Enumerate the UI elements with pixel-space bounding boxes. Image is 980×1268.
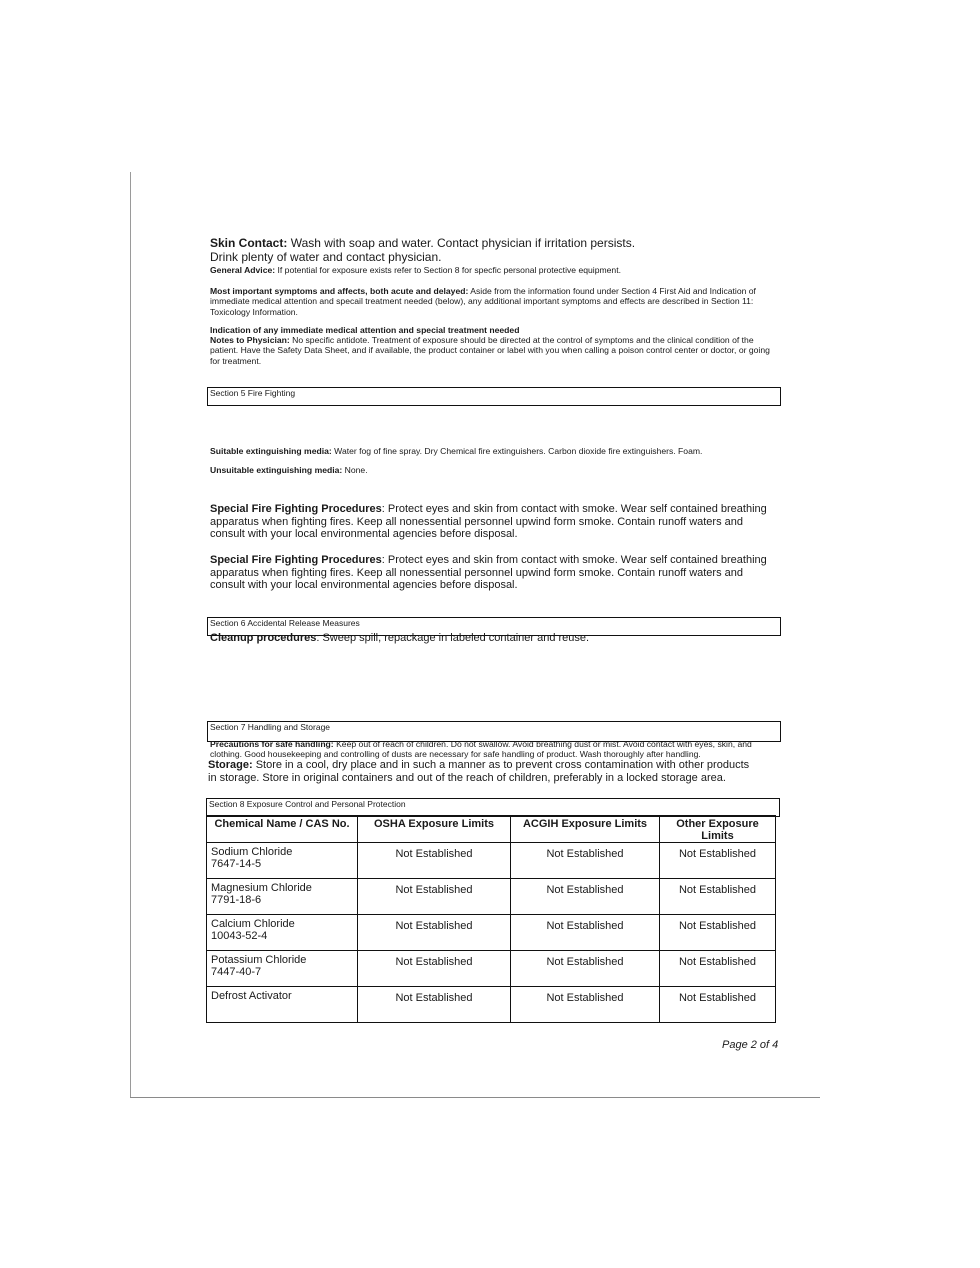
other-cell: Not Established — [660, 987, 776, 1023]
chemical-cell: Defrost Activator — [207, 987, 358, 1023]
section8-header: Section 8 Exposure Control and Personal Protection — [206, 798, 780, 817]
skin-contact-label: Skin Contact: — [210, 236, 288, 250]
table-row — [207, 987, 776, 1023]
unsuitable-media-paragraph — [210, 465, 780, 475]
section6-header: Section 6 Accidental Release Measures — [207, 617, 781, 636]
general-advice-paragraph — [210, 265, 780, 275]
table-row — [207, 951, 776, 987]
chemical-cell: Magnesium Chloride 7791-18-6 — [207, 879, 358, 915]
indication-heading: Indication of any immediate medical attention and special treatment needed — [210, 325, 520, 335]
cleanup-label: Cleanup procedures — [210, 632, 317, 644]
precautions-label: Precautions for safe handling: — [210, 739, 334, 749]
column-header-chemical: Chemical Name / CAS No. — [207, 816, 358, 843]
table-row — [207, 879, 776, 915]
other-cell: Not Established — [660, 951, 776, 987]
symptoms-label: Most important symptoms and affects, both acute and delayed: — [210, 286, 469, 296]
exposure-limits-table — [206, 815, 776, 1023]
table-row — [207, 843, 776, 879]
precautions-paragraph — [210, 739, 770, 760]
section7-header: Section 7 Handling and Storage — [207, 721, 781, 742]
chemical-cell: Calcium Chloride 10043-52-4 — [207, 915, 358, 951]
fire-procedures-label-1: Special Fire Fighting Procedures — [210, 503, 382, 515]
general-advice-text: If potential for exposure exists refer to Section 8 for specfic personal protective equipment. — [277, 265, 621, 275]
osha-cell: Not Established — [358, 987, 511, 1023]
fire-procedures-text-1: : Protect eyes and skin from contact with smoke. Wear self contained breathing apparatus when fighting fires. Keep all nonessential personnel upwind form smoke. Contain runoff waters and consult with your local environmental agencies before disposal. — [210, 503, 767, 541]
acgih-cell: Not Established — [511, 915, 660, 951]
fire-procedures-text-2: : Protect eyes and skin from contact with smoke. Wear self contained breathing apparatus when fighting fires. Keep all nonessential personnel upwind form smoke. Contain runoff waters and consult with your local environmental agencies before disposal. — [210, 554, 767, 592]
ingestion-text: Drink plenty of water and contact physician. — [210, 250, 442, 264]
other-cell: Not Established — [660, 879, 776, 915]
suitable-media-text: Water fog of fine spray. Dry Chemical fire extinguishers. Carbon dioxide fire extinguishers. Foam. — [334, 446, 703, 456]
symptoms-text: Aside from the information found under Section 4 First Aid and Indication of immediate medical attention and specail treatment needed (below), any additional important symptoms and effects are described in Section 11: Toxicology Information. — [210, 286, 756, 317]
suitable-media-label: Suitable extinguishing media: — [210, 446, 332, 456]
osha-cell: Not Established — [358, 879, 511, 915]
acgih-cell: Not Established — [511, 951, 660, 987]
chemical-cell: Potassium Chloride 7447-40-7 — [207, 951, 358, 987]
osha-cell: Not Established — [358, 951, 511, 987]
page-number: Page 2 of 4 — [722, 1039, 779, 1051]
precautions-text: Keep out of reach of children. Do not swallow. Avoid breathing dust or mist. Avoid contact with eyes, skin, and clothing. Good housekeeping and controlling of dusts are necessary for safe handling of product. Wash thoroughly after handling. — [210, 739, 752, 760]
section5-header: Section 5 Fire Fighting — [207, 387, 781, 406]
unsuitable-media-text: None. — [344, 465, 368, 475]
column-header-other: Other Exposure Limits — [660, 816, 776, 843]
page-edge-left — [130, 172, 131, 1098]
unsuitable-media-label: Unsuitable extinguishing media: — [210, 465, 343, 475]
acgih-cell: Not Established — [511, 879, 660, 915]
page-edge-bottom — [130, 1097, 820, 1098]
fire-procedures-paragraph-1 — [210, 503, 775, 541]
notes-to-physician-text: No specific antidote. Treatment of exposure should be directed at the control of symptoms and the clinical condition of the patient. Have the Safety Data Sheet, and if available, the product container or label with you when calling a poison control center or doctor, or going for treatment. — [210, 335, 770, 366]
column-header-osha: OSHA Exposure Limits — [358, 816, 511, 843]
table-header-row — [207, 816, 776, 843]
symptoms-paragraph — [210, 286, 780, 317]
skin-contact-text: Wash with soap and water. Contact physician if irritation persists. — [290, 236, 636, 250]
acgih-cell: Not Established — [511, 843, 660, 879]
column-header-acgih: ACGIH Exposure Limits — [511, 816, 660, 843]
suitable-media-paragraph — [210, 446, 780, 456]
storage-text: Store in a cool, dry place and in such a manner as to prevent cross contamination with other products in storage. Store in original containers and out of the reach of children, preferably in a locked storage area. — [208, 759, 750, 784]
table-row — [207, 915, 776, 951]
general-advice-label: General Advice: — [210, 265, 276, 275]
chemical-cell: Sodium Chloride 7647-14-5 — [207, 843, 358, 879]
notes-to-physician-label: Notes to Physician: — [210, 335, 290, 345]
other-cell: Not Established — [660, 915, 776, 951]
storage-label: Storage: — [208, 759, 253, 771]
storage-paragraph — [208, 759, 753, 784]
skin-contact-paragraph — [210, 237, 780, 251]
other-cell: Not Established — [660, 843, 776, 879]
osha-cell: Not Established — [358, 915, 511, 951]
cleanup-text: : Sweep spill, repackage in labeled container and reuse. — [316, 632, 590, 644]
ingestion-paragraph — [210, 251, 780, 265]
cleanup-paragraph — [210, 632, 780, 645]
fire-procedures-label-2: Special Fire Fighting Procedures — [210, 554, 382, 566]
notes-to-physician-paragraph — [210, 335, 780, 366]
acgih-cell: Not Established — [511, 987, 660, 1023]
osha-cell: Not Established — [358, 843, 511, 879]
fire-procedures-paragraph-2 — [210, 554, 775, 592]
